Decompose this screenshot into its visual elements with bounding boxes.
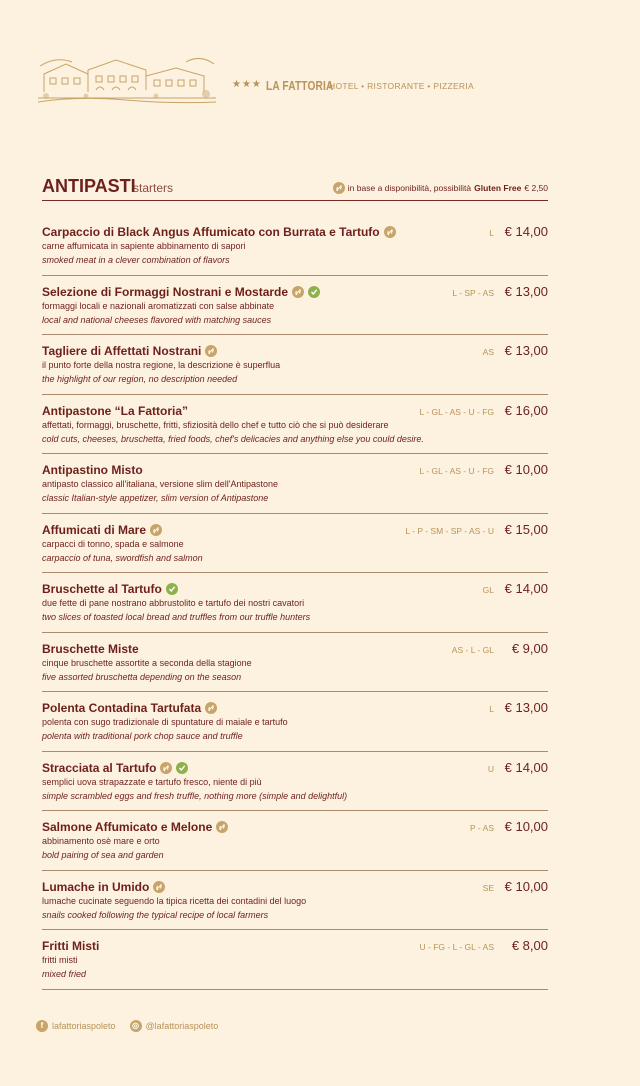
menu-item-price: € 15,00: [504, 521, 548, 537]
menu-item-allergens: L - SP - AS: [452, 287, 494, 298]
menu-item-name-row: [42, 880, 165, 894]
menu-item-allergens: U: [487, 763, 494, 774]
menu-items-list: [42, 216, 548, 990]
menu-item-name: Antipastone “La Fattoria”: [42, 403, 189, 418]
menu-item-name: Selezione di Formaggi Nostrani e Mostarde: [42, 284, 289, 299]
gluten-note-price: € 2,50: [524, 183, 548, 193]
menu-item: [42, 573, 548, 633]
menu-item: [42, 514, 548, 574]
brand-name: LA FATTORIA: [266, 78, 334, 93]
menu-item-name-row: [42, 344, 217, 358]
section-header: [42, 176, 548, 201]
menu-item-description-it: carne affumicata in sapiente abbinamento di sapori: [42, 241, 246, 251]
menu-item-name: Affumicati di Mare: [42, 522, 147, 537]
menu-item: [42, 454, 548, 514]
gluten-free-icon: [205, 345, 217, 357]
vegetarian-icon: [166, 583, 178, 595]
farmhouse-logo-illustration: [36, 52, 218, 110]
menu-item-name: Tagliere di Affettati Nostrani: [42, 344, 202, 358]
gluten-free-note: [333, 182, 548, 194]
gluten-free-icon: [160, 762, 172, 774]
menu-item-name-row: [42, 285, 320, 299]
menu-item-description-en: two slices of toasted local bread and truffles from our truffle hunters: [42, 612, 311, 622]
menu-item-price: € 14,00: [504, 759, 548, 775]
facebook-link[interactable]: [36, 1020, 116, 1032]
gluten-free-icon: [153, 881, 165, 893]
menu-item-name: Fritti Misti: [42, 939, 100, 953]
menu-item-price: € 13,00: [504, 700, 548, 715]
menu-item: [42, 335, 548, 395]
menu-item-price: € 13,00: [504, 343, 548, 358]
menu-item-allergens: AS - L - GL: [451, 644, 494, 655]
menu-item-price: € 14,00: [504, 224, 548, 239]
section-subtitle: starters: [133, 181, 174, 195]
gluten-free-icon: [292, 286, 304, 298]
instagram-icon: ◎: [130, 1020, 142, 1032]
gluten-note-prefix: in base a disponibilità, possibilità: [347, 183, 472, 193]
menu-item-allergens: GL: [482, 585, 494, 595]
menu-item-name-row: [42, 463, 143, 477]
menu-item-price: € 16,00: [504, 402, 548, 418]
menu-item-description-en: mixed fried: [42, 969, 87, 979]
instagram-handle: @lafattoriaspoleto: [145, 1021, 219, 1031]
menu-item-allergens: L - P - SM - SP - AS - U: [405, 525, 494, 536]
menu-item-description-it: antipasto classico all'italiana, versione slim dell'Antipastone: [42, 479, 279, 489]
menu-item-description-it: due fette di pane nostrano abbrustolito e tartufo dei nostri cavatori: [42, 598, 305, 608]
facebook-handle: lafattoriaspoleto: [52, 1021, 116, 1031]
gluten-free-icon: [216, 821, 228, 833]
menu-item-name-row: [42, 820, 228, 834]
vegetarian-icon: [176, 762, 188, 774]
menu-item-price: € 13,00: [504, 283, 548, 299]
menu-item: [42, 216, 548, 276]
hotel-stars: ★★★: [232, 79, 262, 90]
footer: [36, 1020, 218, 1032]
menu-item: [42, 752, 548, 812]
menu-item-name: Lumache in Umido: [42, 879, 150, 894]
menu-item-allergens: P - AS: [470, 823, 494, 833]
menu-item-name: Polenta Contadina Tartufata: [42, 701, 202, 715]
menu-item-allergens: U - FG - L - GL - AS: [419, 942, 494, 952]
menu-item-name: Carpaccio di Black Angus Affumicato con Burrata e Tartufo: [42, 225, 380, 239]
menu-item-name: Bruschette al Tartufo: [42, 582, 162, 596]
menu-item-description-en: five assorted bruschetta depending on the season: [42, 671, 242, 682]
menu-item-name: Stracciata al Tartufo: [42, 760, 157, 775]
menu-item-description-it: cinque bruschette assortite a seconda della stagione: [42, 657, 252, 668]
vegetarian-icon: [308, 286, 320, 298]
gluten-free-icon: [205, 702, 217, 714]
menu-item-description-en: local and national cheeses flavored with matching sauces: [42, 314, 272, 325]
menu-item-description-it: semplici uova strapazzate e tartufo fresco, niente di più: [42, 776, 262, 787]
menu-item-description-it: abbinamento osè mare e orto: [42, 836, 160, 846]
menu-item-description-en: cold cuts, cheeses, bruschetta, fried foods, chef's delicacies and anything else you could desire.: [42, 433, 424, 444]
menu-item-description-it: formaggi locali e nazionali aromatizzati con salse abbinate: [42, 300, 275, 311]
menu-item-price: € 8,00: [511, 938, 548, 953]
menu-item-allergens: L - GL - AS - U - FG: [419, 466, 494, 476]
menu-item-description-it: fritti misti: [42, 955, 78, 965]
header: [36, 52, 496, 112]
menu-item-name-row: [42, 939, 99, 953]
menu-item-description-it: il punto forte della nostra regione, la descrizione è superflua: [42, 360, 281, 370]
menu-item-price: € 14,00: [504, 581, 548, 596]
menu-item-description-it: lumache cucinate seguendo la tipica ricetta dei contadini del luogo: [42, 895, 307, 906]
menu-item-allergens: SE: [482, 882, 494, 893]
menu-item-description-en: snails cooked following the typical recipe of local farmers: [42, 909, 269, 920]
menu-item-name-row: [42, 404, 188, 418]
menu-item-description-it: polenta con sugo tradizionale di spuntature di maiale e tartufo: [42, 717, 288, 727]
menu-item-description-en: bold pairing of sea and garden: [42, 850, 164, 860]
section-title: ANTIPASTI: [42, 176, 136, 196]
gluten-free-icon: [150, 524, 162, 536]
menu-item-description-en: the highlight of our region, no description needed: [42, 374, 238, 384]
facebook-icon: f: [36, 1020, 48, 1032]
menu-item-name: Bruschette Miste: [42, 641, 139, 656]
menu-item-price: € 10,00: [504, 878, 548, 894]
menu-item-name-row: [42, 225, 396, 239]
menu-item-description-en: carpaccio of tuna, swordfish and salmon: [42, 552, 203, 563]
menu-item-price: € 9,00: [511, 640, 548, 656]
gluten-free-icon: [333, 182, 345, 194]
menu-item: [42, 871, 548, 931]
menu-item-allergens: L: [489, 228, 494, 238]
menu-item: [42, 276, 548, 336]
gluten-free-icon: [384, 226, 396, 238]
menu-item-allergens: L - GL - AS - U - FG: [419, 406, 494, 417]
menu-item-description-en: polenta with traditional pork chop sauce and truffle: [42, 731, 243, 741]
menu-item-description-en: simple scrambled eggs and fresh truffle, nothing more (simple and delightful): [42, 790, 348, 801]
menu-item-name-row: [42, 761, 188, 775]
menu-item-name-row: [42, 642, 139, 656]
menu-item-name-row: [42, 582, 178, 596]
menu-item-price: € 10,00: [504, 462, 548, 477]
menu-item: [42, 395, 548, 455]
menu-item: [42, 692, 548, 752]
menu-item-description-en: classic Italian-style appetizer, slim version of Antipastone: [42, 493, 269, 503]
menu-item: [42, 811, 548, 871]
menu-item-description-it: carpacci di tonno, spada e salmone: [42, 538, 184, 549]
menu-item-allergens: AS: [482, 347, 494, 357]
menu-item-name-row: [42, 523, 162, 537]
menu-item: [42, 633, 548, 693]
instagram-link[interactable]: [130, 1020, 219, 1032]
gluten-note-bold: Gluten Free: [474, 183, 522, 193]
menu-item: [42, 930, 548, 990]
brand-tagline: HOTEL • RISTORANTE • PIZZERIA: [329, 81, 475, 91]
menu-item-name: Salmone Affumicato e Melone: [42, 820, 213, 834]
menu-item-description-en: smoked meat in a clever combination of flavors: [42, 255, 230, 265]
menu-item-name-row: [42, 701, 217, 715]
menu-item-price: € 10,00: [504, 819, 548, 834]
menu-item-description-it: affettati, formaggi, bruschette, fritti, sfiziosità dello chef e tutto ciò che si può desiderare: [42, 419, 389, 430]
menu-item-name: Antipastino Misto: [42, 463, 143, 477]
menu-item-allergens: L: [489, 704, 494, 714]
